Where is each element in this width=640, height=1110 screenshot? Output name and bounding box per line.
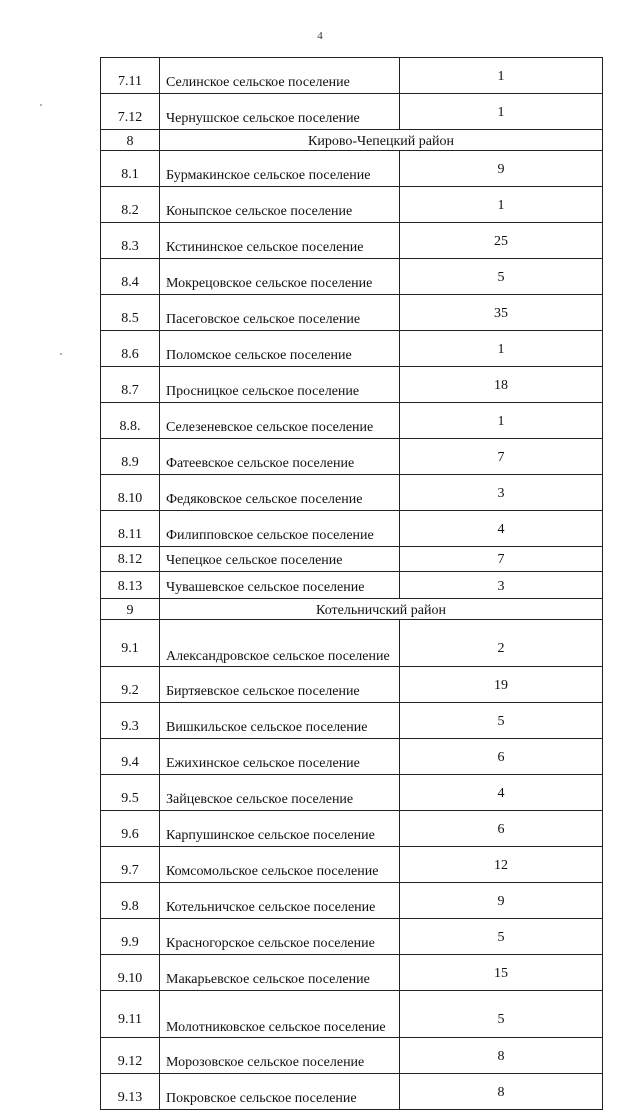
- settlement-row: [101, 620, 603, 667]
- row-number: 8.1: [101, 151, 160, 187]
- settlement-name: Биртяевское сельское поселение: [160, 667, 400, 703]
- settlement-count: 1: [400, 94, 603, 130]
- settlement-count: 3: [400, 475, 603, 511]
- settlement-row: [101, 187, 603, 223]
- row-number: 7.11: [101, 58, 160, 94]
- settlement-count: 9: [400, 883, 603, 919]
- settlement-name: Федяковское сельское поселение: [160, 475, 400, 511]
- settlement-name: Вишкильское сельское поселение: [160, 703, 400, 739]
- settlement-row: [101, 667, 603, 703]
- settlement-name: Ежихинское сельское поселение: [160, 739, 400, 775]
- row-number: 9.3: [101, 703, 160, 739]
- settlement-count: 18: [400, 367, 603, 403]
- settlement-row: [101, 1038, 603, 1074]
- district-name: Кирово-Чепецкий район: [160, 130, 603, 151]
- settlement-count: 35: [400, 295, 603, 331]
- row-number: 8.4: [101, 259, 160, 295]
- settlement-name: Зайцевское сельское поселение: [160, 775, 400, 811]
- settlement-name: Макарьевское сельское поселение: [160, 955, 400, 991]
- row-number: 9.2: [101, 667, 160, 703]
- row-number: 9.8: [101, 883, 160, 919]
- settlement-row: [101, 1074, 603, 1110]
- settlement-row: [101, 703, 603, 739]
- page-number: 4: [317, 30, 323, 42]
- row-number: 7.12: [101, 94, 160, 130]
- row-number: 9.5: [101, 775, 160, 811]
- settlement-name: Поломское сельское поселение: [160, 331, 400, 367]
- table-body: [101, 58, 603, 1110]
- settlement-row: [101, 151, 603, 187]
- settlement-name: Бурмакинское сельское поселение: [160, 151, 400, 187]
- settlement-name: Пасеговское сельское поселение: [160, 295, 400, 331]
- settlement-count: 8: [400, 1074, 603, 1110]
- settlement-name: Фатеевское сельское поселение: [160, 439, 400, 475]
- row-number: 8.7: [101, 367, 160, 403]
- scan-speck: [60, 353, 62, 355]
- settlement-name: Карпушинское сельское поселение: [160, 811, 400, 847]
- settlement-count: 9: [400, 151, 603, 187]
- settlement-row: [101, 94, 603, 130]
- settlement-row: [101, 955, 603, 991]
- settlement-count: 1: [400, 403, 603, 439]
- settlement-row: [101, 572, 603, 599]
- settlement-row: [101, 883, 603, 919]
- row-number: 9.11: [101, 991, 160, 1038]
- row-number: 8.5: [101, 295, 160, 331]
- settlement-row: [101, 331, 603, 367]
- settlement-name: Селинское сельское поселение: [160, 58, 400, 94]
- settlement-name: Чувашевское сельское поселение: [160, 572, 400, 599]
- district-number: 8: [101, 130, 160, 151]
- settlements-table: [100, 57, 603, 1110]
- settlement-name: Коныпское сельское поселение: [160, 187, 400, 223]
- settlement-count: 12: [400, 847, 603, 883]
- settlement-row: [101, 367, 603, 403]
- settlement-name: Мокрецовское сельское поселение: [160, 259, 400, 295]
- settlement-row: [101, 439, 603, 475]
- row-number: 8.6: [101, 331, 160, 367]
- row-number: 8.3: [101, 223, 160, 259]
- settlement-count: 2: [400, 620, 603, 667]
- settlement-count: 19: [400, 667, 603, 703]
- settlement-count: 5: [400, 259, 603, 295]
- row-number: 8.10: [101, 475, 160, 511]
- settlement-row: [101, 223, 603, 259]
- settlement-name: Кстининское сельское поселение: [160, 223, 400, 259]
- row-number: 8.2: [101, 187, 160, 223]
- row-number: 8.8.: [101, 403, 160, 439]
- row-number: 9.4: [101, 739, 160, 775]
- settlement-name: Чернушское сельское поселение: [160, 94, 400, 130]
- row-number: 9.10: [101, 955, 160, 991]
- settlement-count: 8: [400, 1038, 603, 1074]
- settlement-count: 4: [400, 511, 603, 547]
- settlement-row: [101, 259, 603, 295]
- settlement-row: [101, 775, 603, 811]
- settlement-count: 5: [400, 703, 603, 739]
- settlement-count: 1: [400, 187, 603, 223]
- settlement-count: 1: [400, 331, 603, 367]
- row-number: 8.11: [101, 511, 160, 547]
- settlement-count: 1: [400, 58, 603, 94]
- settlement-name: Просницкое сельское поселение: [160, 367, 400, 403]
- settlement-count: 3: [400, 572, 603, 599]
- row-number: 8.13: [101, 572, 160, 599]
- settlement-name: Чепецкое сельское поселение: [160, 547, 400, 572]
- settlement-count: 15: [400, 955, 603, 991]
- row-number: 9.12: [101, 1038, 160, 1074]
- settlement-row: [101, 511, 603, 547]
- settlement-row: [101, 295, 603, 331]
- district-header-row: [101, 130, 603, 151]
- settlement-count: 7: [400, 439, 603, 475]
- settlement-count: 7: [400, 547, 603, 572]
- scan-speck: [40, 104, 42, 106]
- settlement-row: [101, 58, 603, 94]
- settlement-row: [101, 547, 603, 572]
- settlement-row: [101, 919, 603, 955]
- settlement-name: Комсомольское сельское поселение: [160, 847, 400, 883]
- settlement-name: Филипповское сельское поселение: [160, 511, 400, 547]
- settlement-row: [101, 475, 603, 511]
- settlement-count: 25: [400, 223, 603, 259]
- settlement-name: Селезеневское сельское поселение: [160, 403, 400, 439]
- district-name: Котельничский район: [160, 599, 603, 620]
- row-number: 9.7: [101, 847, 160, 883]
- row-number: 8.9: [101, 439, 160, 475]
- settlement-name: Котельничское сельское поселение: [160, 883, 400, 919]
- district-number: 9: [101, 599, 160, 620]
- settlement-name: Покровское сельское поселение: [160, 1074, 400, 1110]
- settlement-row: [101, 847, 603, 883]
- row-number: 8.12: [101, 547, 160, 572]
- settlement-name: Александровское сельское поселение: [160, 620, 400, 667]
- settlement-name: Молотниковское сельское поселение: [160, 991, 400, 1038]
- settlement-count: 5: [400, 919, 603, 955]
- settlement-row: [101, 811, 603, 847]
- settlement-name: Красногорское сельское поселение: [160, 919, 400, 955]
- settlement-name: Морозовское сельское поселение: [160, 1038, 400, 1074]
- settlement-count: 5: [400, 991, 603, 1038]
- settlement-row: [101, 991, 603, 1038]
- settlement-count: 4: [400, 775, 603, 811]
- row-number: 9.1: [101, 620, 160, 667]
- settlement-count: 6: [400, 811, 603, 847]
- settlement-count: 6: [400, 739, 603, 775]
- row-number: 9.6: [101, 811, 160, 847]
- settlement-row: [101, 739, 603, 775]
- district-header-row: [101, 599, 603, 620]
- row-number: 9.9: [101, 919, 160, 955]
- settlement-row: [101, 403, 603, 439]
- row-number: 9.13: [101, 1074, 160, 1110]
